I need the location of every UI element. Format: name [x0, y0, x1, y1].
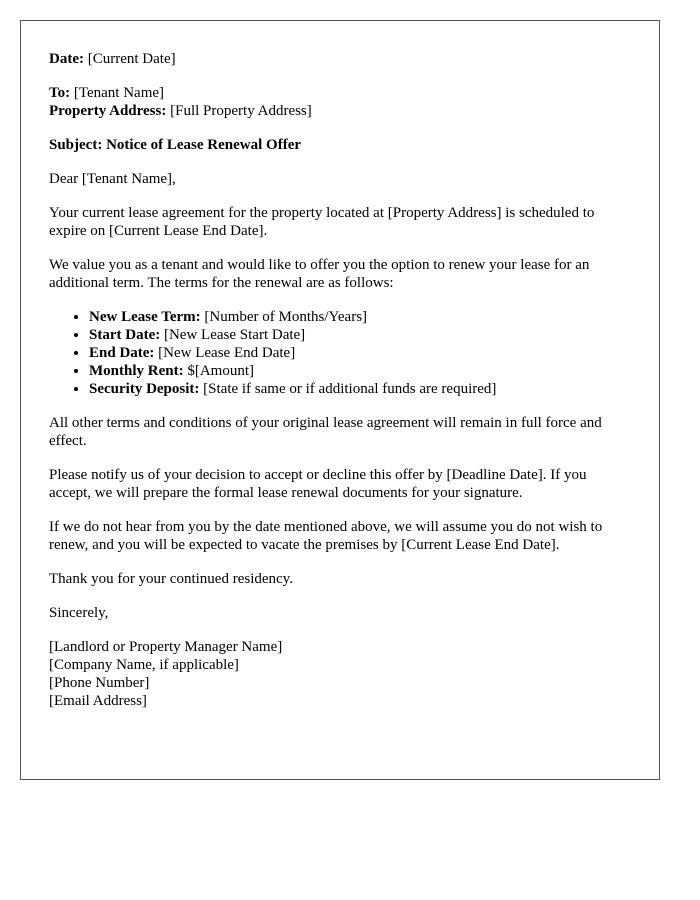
property-address-line [49, 102, 631, 120]
letter-page [20, 20, 660, 780]
property-address-label: Property Address: [49, 103, 167, 119]
term-label: Security Deposit: [89, 381, 200, 397]
signature-email: [Email Address] [49, 693, 147, 709]
term-item-end-date [89, 344, 631, 362]
renewal-terms-list [49, 308, 631, 398]
subject-line [49, 136, 631, 154]
date-line [49, 50, 631, 68]
paragraph-thanks: Thank you for your continued residency. [49, 571, 293, 587]
subject-text: Subject: Notice of Lease Renewal Offer [49, 137, 302, 153]
signature-name: [Landlord or Property Manager Name] [49, 639, 283, 655]
paragraph-no-response: If we do not hear from you by the date mentioned above, we will assume you do not wish to renew, and you will be expected to vacate the premises by [Current Lease End Date]. [49, 519, 603, 553]
term-label: New Lease Term: [89, 309, 201, 325]
term-item-monthly-rent [89, 362, 631, 380]
signature-phone: [Phone Number] [49, 675, 150, 691]
term-value: [New Lease End Date] [158, 345, 296, 361]
term-item-start-date [89, 326, 631, 344]
signature-company: [Company Name, if applicable] [49, 657, 239, 673]
term-value: $[Amount] [187, 363, 254, 379]
closing: Sincerely, [49, 605, 109, 621]
salutation: Dear [Tenant Name], [49, 171, 176, 187]
term-item-lease-term [89, 308, 631, 326]
term-item-security-deposit [89, 380, 631, 398]
term-value: [Number of Months/Years] [204, 309, 368, 325]
term-label: Monthly Rent: [89, 363, 184, 379]
property-address-value: [Full Property Address] [170, 103, 312, 119]
paragraph-deadline: Please notify us of your decision to accept or decline this offer by [Deadline Date]. If you accept, we will prepare the formal lease renewal documents for your signature. [49, 467, 587, 501]
to-line [49, 84, 631, 102]
signature-block [49, 638, 631, 710]
term-label: Start Date: [89, 327, 161, 343]
paragraph-offer: We value you as a tenant and would like to offer you the option to renew your lease for an additional term. The terms for the renewal are as follows: [49, 257, 590, 291]
paragraph-expiry: Your current lease agreement for the property located at [Property Address] is scheduled to expire on [Current Lease End Date]. [49, 205, 595, 239]
to-value: [Tenant Name] [73, 85, 165, 101]
term-value: [New Lease Start Date] [163, 327, 306, 343]
term-value: [State if same or if additional funds are required] [203, 381, 497, 397]
to-label: To: [49, 85, 71, 101]
term-label: End Date: [89, 345, 155, 361]
date-value: [Current Date] [87, 51, 176, 67]
date-label: Date: [49, 51, 84, 67]
paragraph-other-terms: All other terms and conditions of your original lease agreement will remain in full force and effect. [49, 415, 602, 449]
